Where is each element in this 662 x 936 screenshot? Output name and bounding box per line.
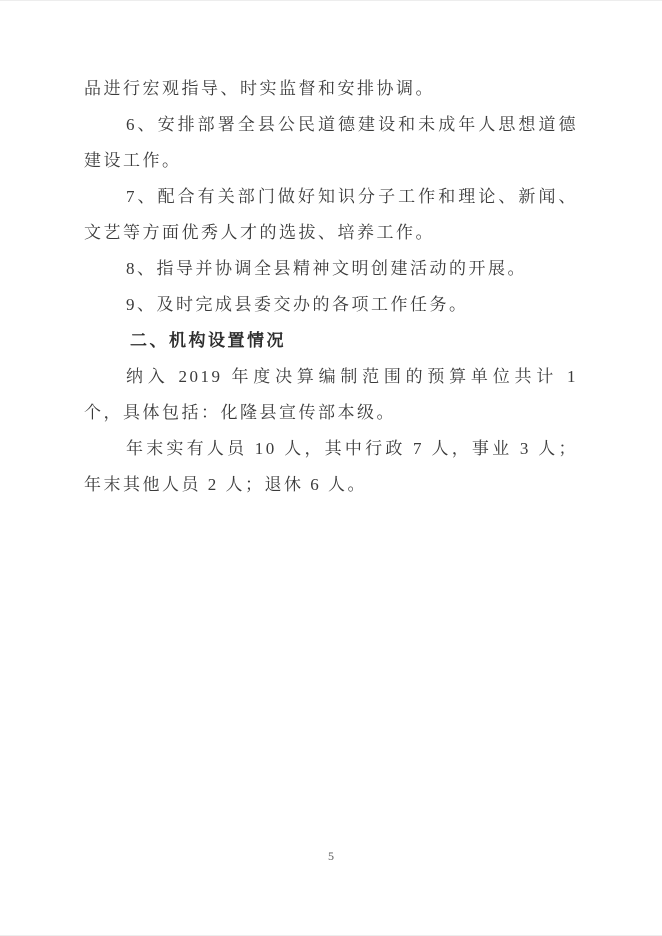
section-heading: 二、机构设置情况 [130,331,286,350]
text-block [84,71,578,503]
paragraph-personnel: 年末实有人员 10 人，其中行政 7 人，事业 3 人；年末其他人员 2 人；退休 6 人。 [84,439,578,494]
paragraph-item-7: 7、配合有关部门做好知识分子工作和理论、新闻、文艺等方面优秀人才的选拔、培养工作。 [84,187,578,242]
page-number: 5 [328,849,334,863]
paragraph-item-9: 9、及时完成县委交办的各项工作任务。 [126,295,469,314]
paragraph-item-6: 6、安排部署全县公民道德建设和未成年人思想道德建设工作。 [84,115,578,170]
paragraph-continuation: 品进行宏观指导、时实监督和安排协调。 [84,79,435,98]
paragraph-item-8: 8、指导并协调全县精神文明创建活动的开展。 [126,259,527,278]
paragraph-budget-units: 纳入 2019 年度决算编制范围的预算单位共计 1 个，具体包括：化隆县宣传部本级。 [84,367,578,422]
